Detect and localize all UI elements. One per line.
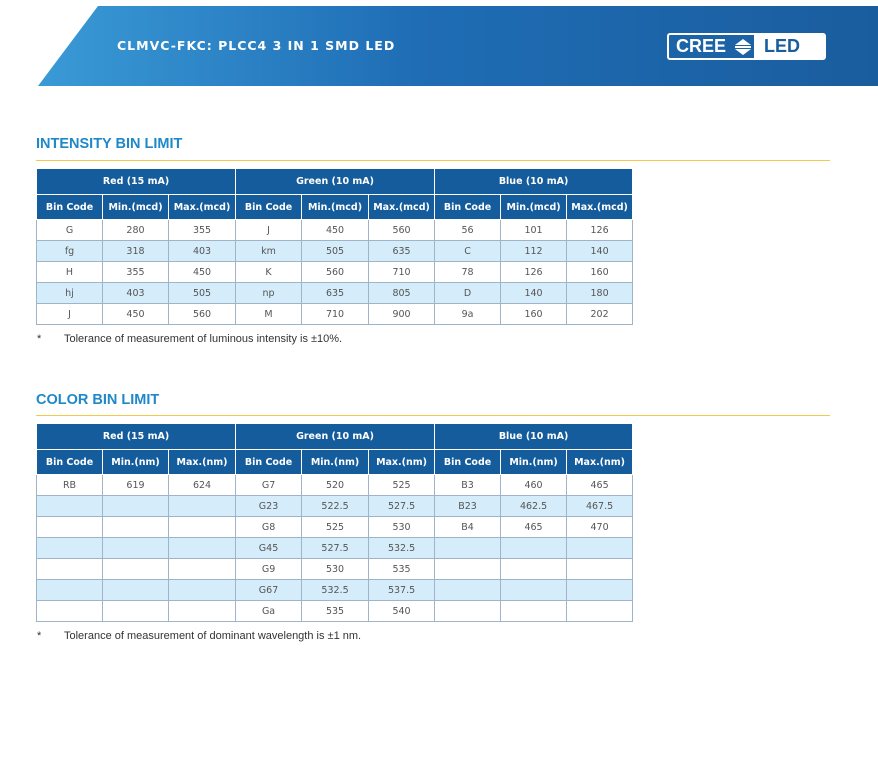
table-cell bbox=[169, 559, 236, 580]
table-cell: 467.5 bbox=[567, 496, 633, 517]
table-cell: 530 bbox=[369, 517, 435, 538]
column-header: Min.(mcd) bbox=[302, 195, 369, 220]
table-cell: 527.5 bbox=[369, 496, 435, 517]
table-cell: fg bbox=[37, 241, 103, 262]
table-cell bbox=[501, 580, 567, 601]
column-header: Bin Code bbox=[435, 450, 501, 475]
table-cell: 540 bbox=[369, 601, 435, 622]
table-cell: G23 bbox=[236, 496, 302, 517]
intensity-bin-table bbox=[36, 169, 633, 325]
table-cell: 532.5 bbox=[302, 580, 369, 601]
group-header-red: Red (15 mA) bbox=[37, 169, 236, 195]
table-cell bbox=[103, 496, 169, 517]
group-header-green: Green (10 mA) bbox=[236, 169, 435, 195]
table-row bbox=[37, 559, 633, 580]
table-cell: 635 bbox=[302, 283, 369, 304]
table-cell: 470 bbox=[567, 517, 633, 538]
table-cell bbox=[169, 538, 236, 559]
column-header: Max.(mcd) bbox=[369, 195, 435, 220]
table-cell: B4 bbox=[435, 517, 501, 538]
column-header: Bin Code bbox=[435, 195, 501, 220]
table-cell: 160 bbox=[567, 262, 633, 283]
table-cell: 619 bbox=[103, 475, 169, 496]
column-header: Bin Code bbox=[236, 450, 302, 475]
table-cell: 403 bbox=[169, 241, 236, 262]
column-header: Min.(nm) bbox=[501, 450, 567, 475]
table-cell bbox=[37, 580, 103, 601]
column-header: Max.(nm) bbox=[369, 450, 435, 475]
logo-brand: CREE bbox=[676, 36, 727, 56]
column-header: Bin Code bbox=[236, 195, 302, 220]
column-header: Bin Code bbox=[37, 195, 103, 220]
table-cell bbox=[435, 601, 501, 622]
color-tolerance-note bbox=[37, 630, 361, 642]
table-cell: G7 bbox=[236, 475, 302, 496]
table-cell: 280 bbox=[103, 220, 169, 241]
table-cell: 530 bbox=[302, 559, 369, 580]
logo-arrows-icon bbox=[732, 35, 754, 58]
table-cell: 160 bbox=[501, 304, 567, 325]
table-cell: 522.5 bbox=[302, 496, 369, 517]
intensity-tolerance-note bbox=[37, 333, 342, 345]
table-cell bbox=[435, 580, 501, 601]
table-cell: 460 bbox=[501, 475, 567, 496]
table-cell: 355 bbox=[169, 220, 236, 241]
color-bin-title: COLOR BIN LIMIT bbox=[36, 392, 160, 408]
table-cell bbox=[169, 601, 236, 622]
table-cell: Ga bbox=[236, 601, 302, 622]
table-row bbox=[37, 517, 633, 538]
table-cell: 635 bbox=[369, 241, 435, 262]
table-cell: H bbox=[37, 262, 103, 283]
table-cell: K bbox=[236, 262, 302, 283]
table-cell bbox=[567, 538, 633, 559]
table-cell: 101 bbox=[501, 220, 567, 241]
table-row bbox=[37, 475, 633, 496]
table-cell: J bbox=[37, 304, 103, 325]
intensity-bin-title: INTENSITY BIN LIMIT bbox=[36, 136, 183, 152]
table-cell: J bbox=[236, 220, 302, 241]
table-cell bbox=[103, 517, 169, 538]
group-header-green: Green (10 mA) bbox=[236, 424, 435, 450]
group-header-red: Red (15 mA) bbox=[37, 424, 236, 450]
table-cell: 450 bbox=[302, 220, 369, 241]
table-cell: 537.5 bbox=[369, 580, 435, 601]
note-marker: * bbox=[37, 630, 42, 642]
column-header: Min.(mcd) bbox=[103, 195, 169, 220]
table-cell: 532.5 bbox=[369, 538, 435, 559]
table-cell bbox=[37, 496, 103, 517]
table-cell: 465 bbox=[501, 517, 567, 538]
table-cell bbox=[37, 559, 103, 580]
table-row bbox=[37, 262, 633, 283]
table-cell bbox=[501, 601, 567, 622]
table-cell bbox=[567, 580, 633, 601]
table-cell: 805 bbox=[369, 283, 435, 304]
table-cell: 403 bbox=[103, 283, 169, 304]
table-cell: 450 bbox=[103, 304, 169, 325]
table-cell: 535 bbox=[369, 559, 435, 580]
table-cell: hj bbox=[37, 283, 103, 304]
table-cell: 527.5 bbox=[302, 538, 369, 559]
table-row bbox=[37, 496, 633, 517]
color-bin-table bbox=[36, 424, 633, 622]
table-cell bbox=[567, 559, 633, 580]
table-cell: 126 bbox=[567, 220, 633, 241]
table-cell bbox=[37, 538, 103, 559]
section-divider bbox=[36, 160, 830, 161]
note-text: Tolerance of measurement of dominant wavelength is ±1 nm. bbox=[64, 630, 362, 642]
group-header-blue: Blue (10 mA) bbox=[435, 169, 633, 195]
table-cell: 560 bbox=[302, 262, 369, 283]
table-cell: 525 bbox=[369, 475, 435, 496]
table-cell: 624 bbox=[169, 475, 236, 496]
table-cell: G8 bbox=[236, 517, 302, 538]
group-header-blue: Blue (10 mA) bbox=[435, 424, 633, 450]
table-cell: G67 bbox=[236, 580, 302, 601]
table-cell bbox=[103, 559, 169, 580]
table-cell: B3 bbox=[435, 475, 501, 496]
table-cell: RB bbox=[37, 475, 103, 496]
table-cell: 450 bbox=[169, 262, 236, 283]
table-cell: 56 bbox=[435, 220, 501, 241]
document-title: CLMVC-FKC: PLCC4 3 IN 1 SMD LED bbox=[117, 38, 396, 53]
table-cell bbox=[103, 601, 169, 622]
table-cell: G45 bbox=[236, 538, 302, 559]
table-cell: 710 bbox=[369, 262, 435, 283]
table-row bbox=[37, 580, 633, 601]
table-cell: 525 bbox=[302, 517, 369, 538]
table-cell: G bbox=[37, 220, 103, 241]
table-row bbox=[37, 601, 633, 622]
logo-product: LED bbox=[754, 35, 824, 58]
column-header: Max.(mcd) bbox=[169, 195, 236, 220]
table-cell: 505 bbox=[169, 283, 236, 304]
table-cell bbox=[435, 538, 501, 559]
table-cell: 112 bbox=[501, 241, 567, 262]
table-cell: G9 bbox=[236, 559, 302, 580]
column-header: Max.(mcd) bbox=[567, 195, 633, 220]
table-cell: 9a bbox=[435, 304, 501, 325]
table-cell: 710 bbox=[302, 304, 369, 325]
table-cell bbox=[169, 517, 236, 538]
table-cell: 78 bbox=[435, 262, 501, 283]
table-cell: 180 bbox=[567, 283, 633, 304]
table-row bbox=[37, 283, 633, 304]
table-cell: 560 bbox=[169, 304, 236, 325]
table-cell bbox=[169, 496, 236, 517]
table-cell: np bbox=[236, 283, 302, 304]
table-cell: B23 bbox=[435, 496, 501, 517]
note-marker: * bbox=[37, 333, 42, 345]
table-cell: 202 bbox=[567, 304, 633, 325]
table-cell bbox=[435, 559, 501, 580]
table-cell: 462.5 bbox=[501, 496, 567, 517]
table-cell: 465 bbox=[567, 475, 633, 496]
table-row bbox=[37, 220, 633, 241]
table-cell: D bbox=[435, 283, 501, 304]
table-cell bbox=[501, 538, 567, 559]
table-row bbox=[37, 304, 633, 325]
column-header: Min.(nm) bbox=[103, 450, 169, 475]
table-cell: 900 bbox=[369, 304, 435, 325]
table-cell: 520 bbox=[302, 475, 369, 496]
table-cell: 140 bbox=[501, 283, 567, 304]
table-cell: 355 bbox=[103, 262, 169, 283]
cree-led-logo bbox=[667, 33, 826, 60]
table-row bbox=[37, 538, 633, 559]
table-cell: C bbox=[435, 241, 501, 262]
table-cell: M bbox=[236, 304, 302, 325]
table-cell: 505 bbox=[302, 241, 369, 262]
table-cell: 140 bbox=[567, 241, 633, 262]
table-cell bbox=[103, 538, 169, 559]
table-row bbox=[37, 241, 633, 262]
note-text: Tolerance of measurement of luminous intensity is ±10%. bbox=[64, 333, 343, 345]
table-cell: km bbox=[236, 241, 302, 262]
table-cell: 560 bbox=[369, 220, 435, 241]
section-divider bbox=[36, 415, 830, 416]
column-header: Min.(nm) bbox=[302, 450, 369, 475]
table-cell: 126 bbox=[501, 262, 567, 283]
table-cell bbox=[37, 517, 103, 538]
column-header: Max.(nm) bbox=[169, 450, 236, 475]
column-header: Min.(mcd) bbox=[501, 195, 567, 220]
table-cell: 318 bbox=[103, 241, 169, 262]
table-cell bbox=[103, 580, 169, 601]
table-cell: 535 bbox=[302, 601, 369, 622]
table-cell bbox=[567, 601, 633, 622]
column-header: Bin Code bbox=[37, 450, 103, 475]
table-cell bbox=[169, 580, 236, 601]
table-cell bbox=[37, 601, 103, 622]
table-cell bbox=[501, 559, 567, 580]
column-header: Max.(nm) bbox=[567, 450, 633, 475]
